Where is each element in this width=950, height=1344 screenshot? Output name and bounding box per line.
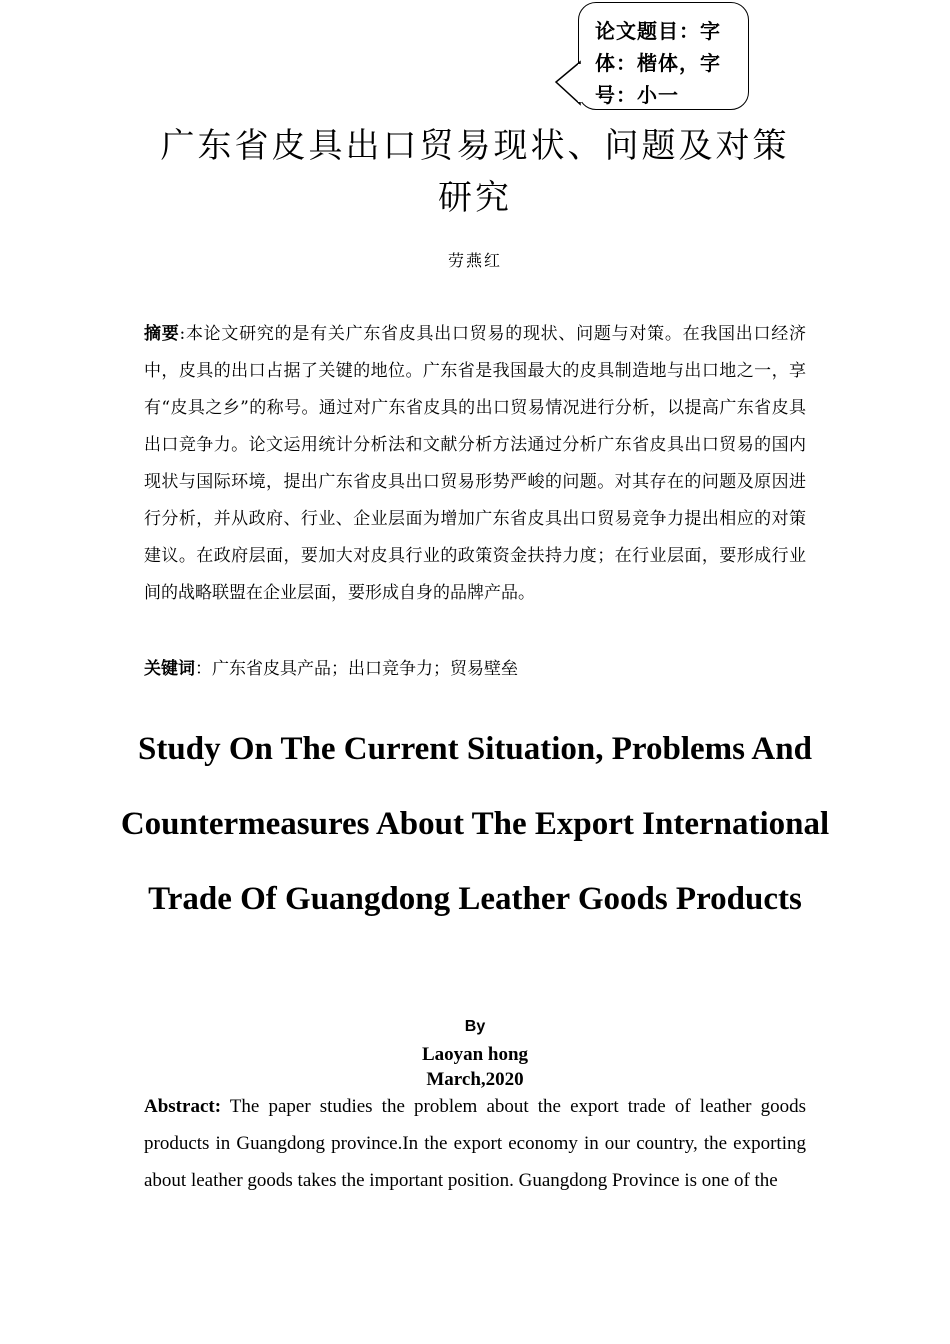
english-abstract-label: Abstract: (144, 1096, 222, 1117)
annotation-text: 论文题目：字体：楷体，字号：小一 (595, 19, 721, 107)
english-date: March,2020 (426, 1069, 524, 1090)
chinese-keywords (144, 654, 806, 684)
chinese-keywords-body: ：广东省皮具产品；出口竞争力；贸易壁垒 (195, 659, 518, 679)
annotation-callout (578, 2, 749, 110)
english-by-line: By (464, 1018, 486, 1035)
chinese-abstract-body: :本论文研究的是有关广东省皮具出口贸易的现状、问题与对策。在我国出口经济中，皮具的出口占据了关键的地位。广东省是我国最大的皮具制造地与出口地之一，享有“皮具之乡”的称号。通过对广东省皮具的出口贸易情况进行分析，以提高广东省皮具出口竞争力。论文运用统计分析法和文献分析方法通过分析广东省皮具出口贸易的国内现状与国际环境，提出广东省皮具出口贸易形势严峻的问题。对其存在的问题及原因进行分析，并从政府、行业、企业层面为增加广东省皮具出口贸易竞争力提出相应的对策建议。在政府层面，要加大对皮具行业的政策资金扶持力度；在行业层面，要形成行业间的战略联盟在企业层面，要形成自身的品牌产品。 (144, 324, 807, 603)
english-author: Laoyan hong (421, 1044, 529, 1065)
english-title: Study On The Current Situation, Problems And Countermeasures About The Export International Trade Of Guangdong Leather Goods Products (120, 731, 830, 917)
chinese-abstract (144, 316, 806, 612)
chinese-title: 广东省皮具出口贸易现状、问题及对策研究 (160, 126, 790, 218)
chinese-abstract-label: 摘要 (144, 324, 180, 344)
english-abstract-body: The paper studies the problem about the export trade of leather goods products in Guangdong province.In the export economy in our country, the exporting about leather goods takes the important position. Guangdong Province is one of the (144, 1096, 806, 1191)
callout-tail-icon (554, 60, 582, 108)
english-abstract (144, 1088, 806, 1199)
chinese-keywords-label: 关键词 (144, 659, 195, 679)
chinese-author: 劳燕红 (447, 251, 502, 270)
